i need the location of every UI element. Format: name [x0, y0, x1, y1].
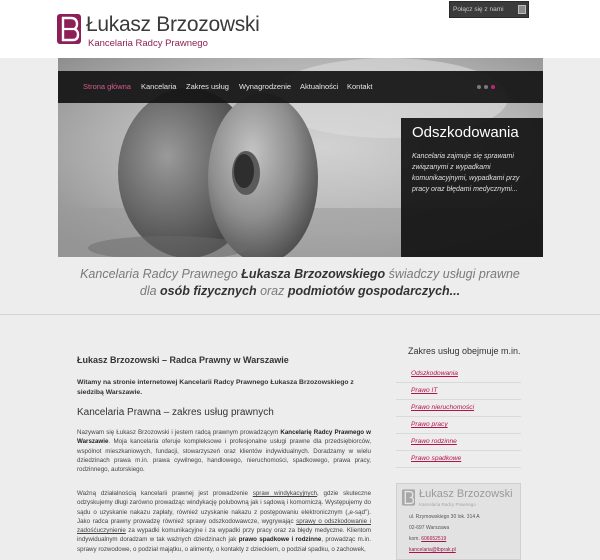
sidebar-item[interactable] — [396, 383, 521, 400]
phone-link[interactable]: 606652519 — [421, 536, 447, 542]
slide-caption — [401, 118, 543, 257]
intro-text: Witamy na stronie internetowej Kancelarii Radcy Prawnego Łukasza Brzozowskiego z siedzibą Warszawie. — [77, 379, 354, 396]
paragraph-1: Nazywam się Łukasz Brzozowski i jestem radcą prawnym prowadzącym Kancelarię Radcy Prawnego w Warszawie. Moja kancelaria oferuje kompleksowe i profesjonalne usługi prawne dla przedsiębiorców, wspólnot mieszkaniowych, fundacji, stowarzyszeń oraz klientów indywidualnych. Doradzamy w wielu dziedzinach prawa m.in. prawa cywilnego, handlowego, nieruchomości, spadkowego, prawa pracy, rodzinnego, autorskiego. — [77, 429, 371, 474]
nav-item-services[interactable]: Zakres usług — [186, 82, 229, 91]
card-city: 02-697 Warszawa — [409, 525, 450, 531]
login-icon[interactable] — [518, 5, 526, 14]
slider-dot-2[interactable] — [484, 85, 488, 89]
hero-slider — [58, 58, 543, 257]
sidebar-link-it-law[interactable]: Prawo IT — [411, 387, 438, 394]
nav-item-fees[interactable]: Wynagrodzenie — [239, 82, 292, 91]
services-sidebar — [396, 334, 521, 484]
login-box — [449, 1, 529, 18]
section-heading: Kancelaria Prawna – zakres usług prawnych — [77, 407, 274, 418]
tagline-line-2: dla osób fizycznych oraz podmiotów gospodarczych... — [139, 284, 461, 298]
sidebar-link-labour-law[interactable]: Prawo pracy — [411, 421, 448, 428]
sidebar-item[interactable] — [396, 417, 521, 434]
link-compensation[interactable]: sprawy o odszkodowanie i zadośćuczynienie — [77, 517, 371, 535]
sidebar-item[interactable] — [396, 434, 521, 451]
slide-title[interactable]: Odszkodowania — [412, 124, 519, 141]
main-nav — [58, 71, 543, 103]
brand-name[interactable]: Łukasz Brzozowski — [86, 13, 260, 36]
nav-item-news[interactable]: Aktualności — [300, 82, 339, 91]
nav-item-kancelaria[interactable]: Kancelaria — [141, 82, 177, 91]
nav-item-contact[interactable]: Kontakt — [347, 82, 373, 91]
sidebar-link-family-law[interactable]: Prawo rodzinne — [411, 438, 457, 445]
slide-text: Kancelaria zajmuje się sprawami związanymi z wypadkami komunikacyjnymi, wypadkami przy pracy oraz błędami medycznymi... — [412, 153, 520, 193]
tagline-line-1: Kancelaria Radcy Prawnego Łukasza Brzozowskiego świadczy usługi prawne — [80, 267, 520, 281]
link-debt-collection[interactable]: spraw windykacyjnych — [252, 490, 318, 497]
sidebar-link-real-estate[interactable]: Prawo nieruchomości — [411, 404, 475, 411]
letter-b-logo-icon[interactable] — [57, 14, 81, 44]
card-brand-subtitle: Kancelaria Radcy Prawnego — [419, 502, 476, 507]
divider — [0, 314, 600, 315]
nav-item-home[interactable]: Strona główna — [83, 82, 131, 91]
slider-dot-1[interactable] — [477, 85, 481, 89]
slider-dot-3[interactable] — [491, 85, 495, 89]
email-link[interactable]: kancelaria@lbprak.pl — [409, 547, 456, 553]
sidebar-title: Zakres usług obejmuje m.in. — [408, 346, 521, 356]
letter-b-logo-icon — [402, 489, 415, 506]
card-address: ul. Rzymowskiego 30 lok. 314 A — [409, 514, 480, 520]
site-header — [0, 0, 600, 58]
paragraph-2: Ważną działalnością kancelarii prawnej jest prowadzenie spraw windykacyjnych, gdzie skuteczne odzyskujemy długi zarówno prowadząc windykację polubowną jak i sądową i komorniczą. Występujemy do sądu o uzyskanie nakazu zapłaty, również uzyskanie nakazu z postępowaniu elektronicznym („e-sąd"). Jako radca prawny prowadzę również sprawy odszkodowawcze, wygrywając sprawy o odszkodowanie i zadośćuczynienie za wypadki komunikacyjne i za wypadki przy pracy oraz za błędy medyczne. Klientom indywidualnym doradzam w tak ważnych dziedzinach jak prawo spadkowe i rodzinne, prowadząc m.in. sprawy rozwodowe, o podział majątku, o alimenty, o kontakty z dzieckiem, o podział spadku, o zachowek, — [77, 490, 372, 553]
sidebar-item[interactable] — [396, 400, 521, 417]
contact-card — [396, 483, 521, 560]
card-phone: kom. 606652519 — [409, 536, 447, 542]
sidebar-item[interactable] — [396, 366, 521, 383]
sidebar-link-inheritance-law[interactable]: Prawo spadkowe — [411, 455, 462, 462]
login-input[interactable] — [453, 4, 513, 15]
sidebar-item[interactable] — [396, 451, 521, 468]
brand-subtitle: Kancelaria Radcy Prawnego — [88, 38, 208, 49]
page-heading: Łukasz Brzozowski – Radca Prawny w Warszawie — [77, 355, 289, 365]
sidebar-link-compensation[interactable]: Odszkodowania — [411, 370, 458, 377]
card-brand-name: Łukasz Brzozowski — [419, 488, 513, 500]
